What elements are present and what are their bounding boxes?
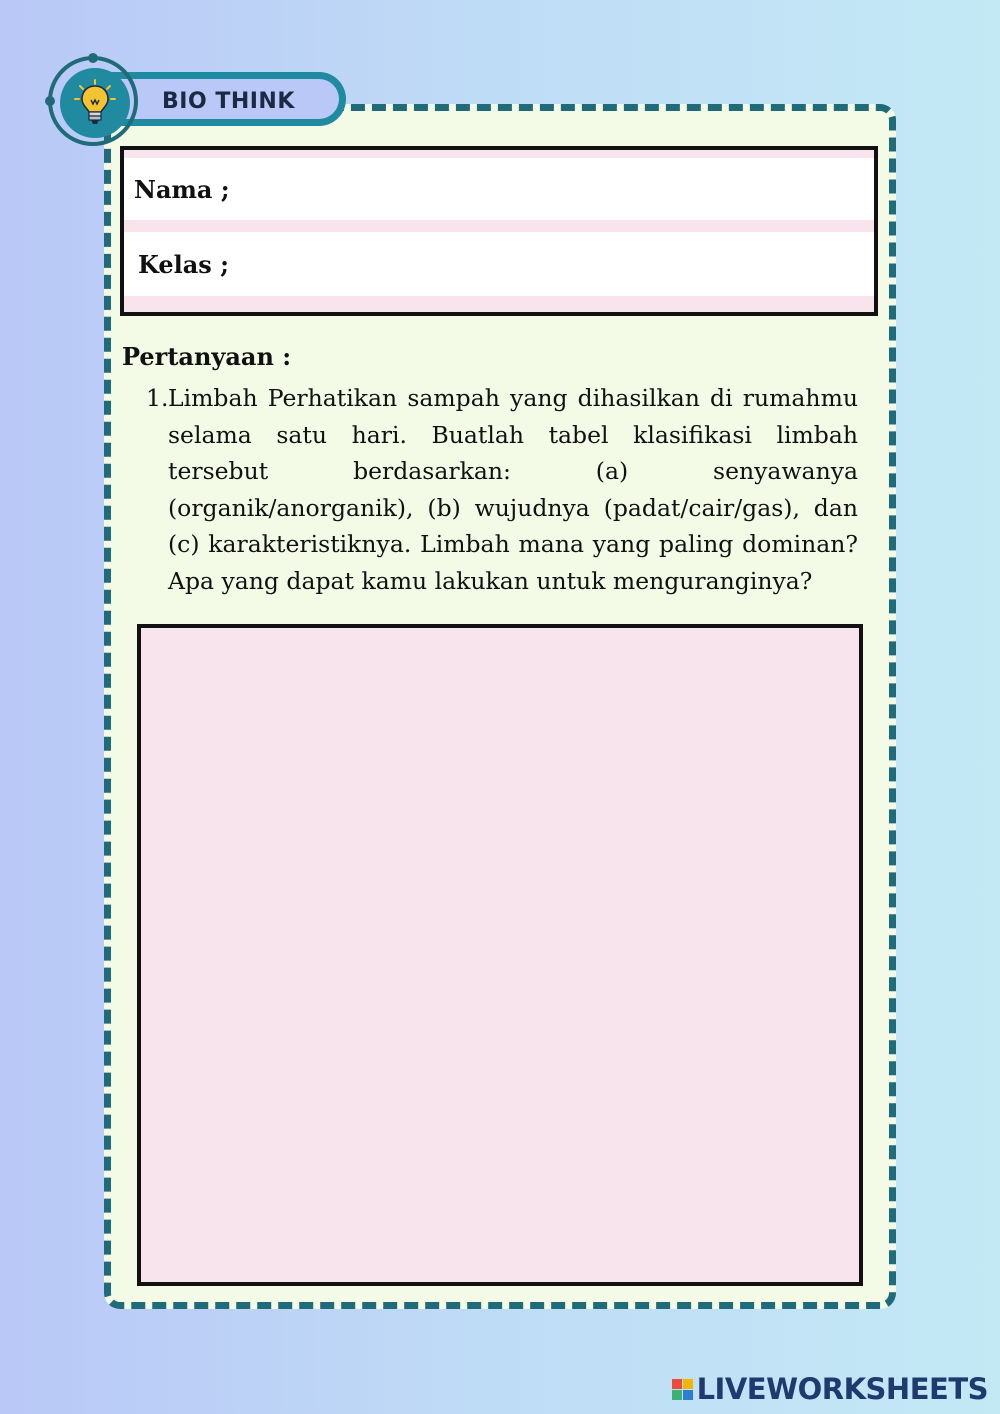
badge-dot-top	[88, 53, 98, 63]
answer-box[interactable]	[137, 624, 863, 1286]
liveworksheets-watermark	[672, 1372, 988, 1406]
class-label: Kelas ;	[138, 249, 229, 279]
name-field[interactable]	[124, 158, 874, 220]
questions-heading: Pertanyaan :	[122, 342, 292, 371]
watermark-text: LIVEWORKSHEETS	[696, 1372, 988, 1406]
class-field[interactable]	[124, 232, 874, 296]
name-label: Nama ;	[134, 174, 230, 204]
badge-title: BIO THINK	[162, 89, 295, 114]
question-number: 1.	[146, 384, 169, 412]
badge-dot-left	[45, 96, 55, 106]
lightbulb-icon	[60, 68, 130, 138]
question-text: Limbah Perhatikan sampah yang dihasilkan di rumahmu selama satu hari. Buatlah tabel klasifikasi limbah tersebut berdasarkan: (a) senyawanya (organik/anorganik), (b) wujudnya (padat/cair/gas), dan (c) karakteristiknya. Limbah mana yang paling dominan? Apa yang dapat kamu lakukan untuk menguranginya?	[168, 384, 858, 595]
liveworksheets-logo-icon	[672, 1379, 693, 1400]
identity-box	[120, 146, 878, 316]
question-item	[146, 380, 858, 600]
